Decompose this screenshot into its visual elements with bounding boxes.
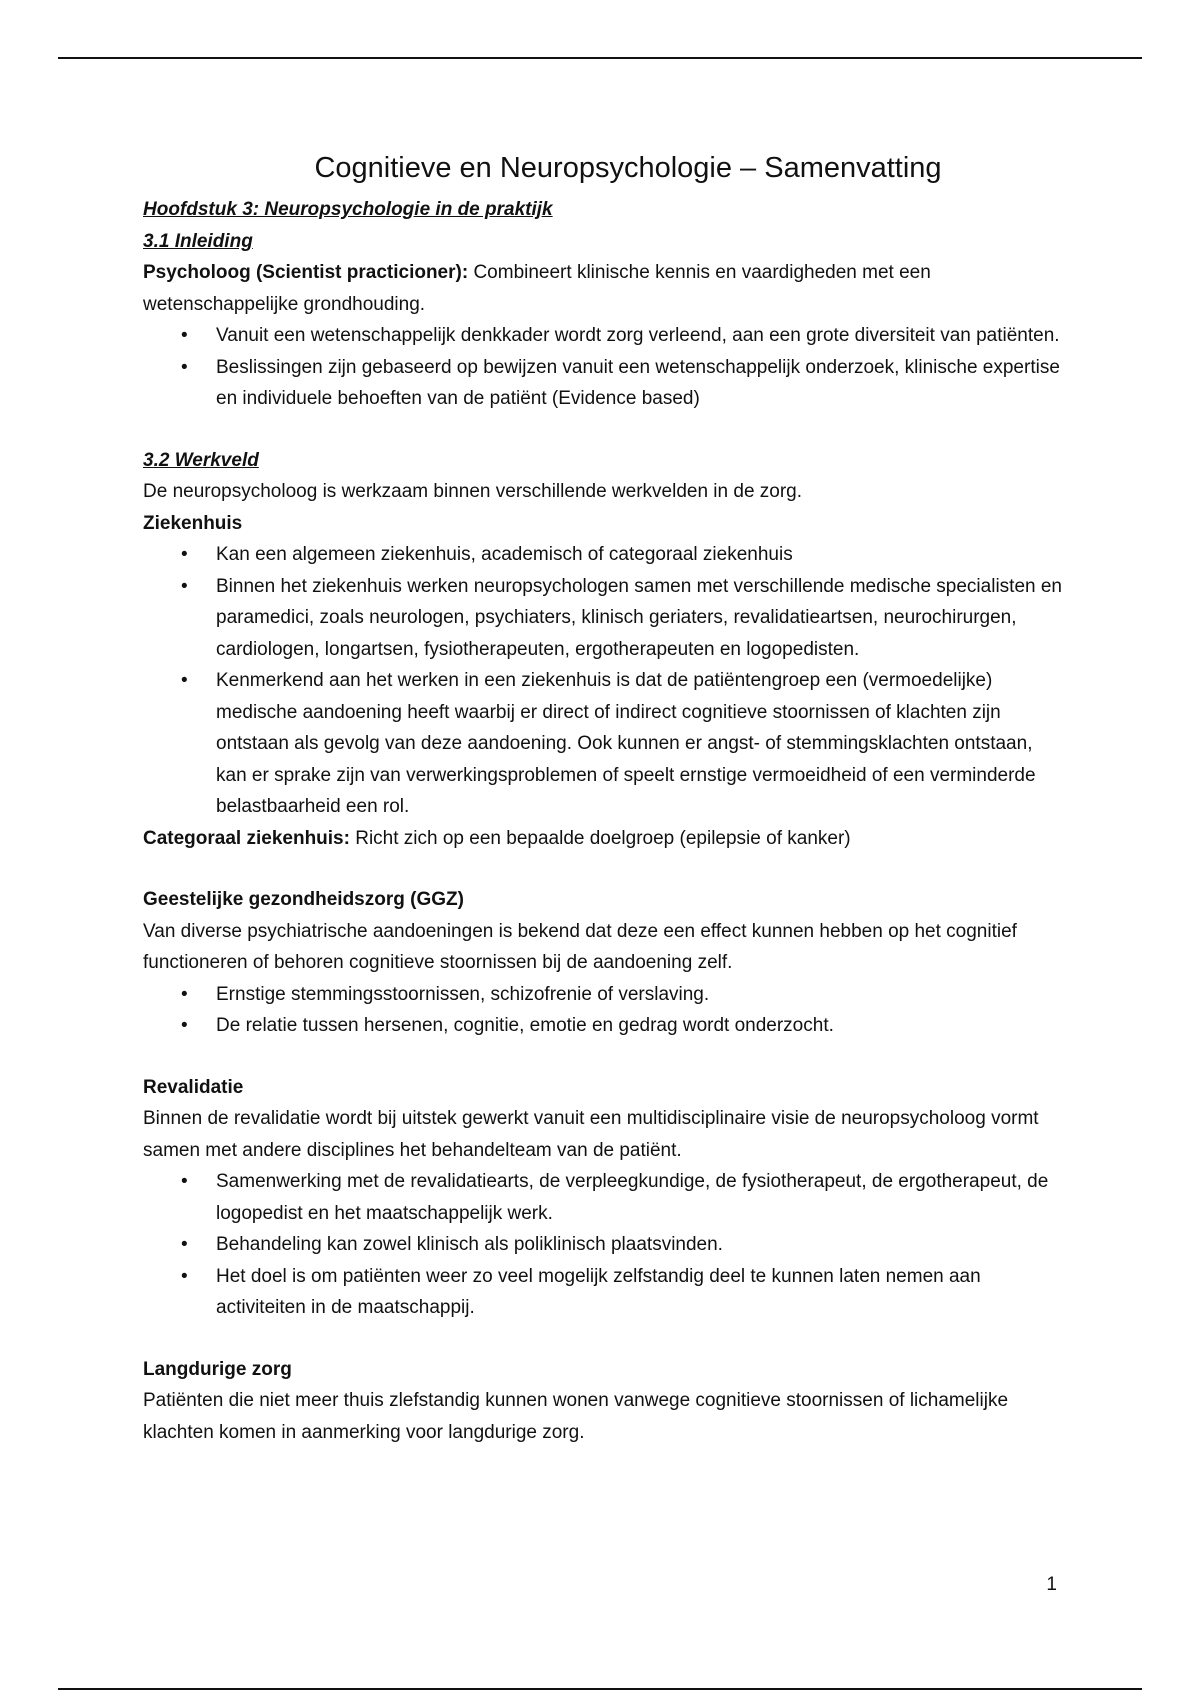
categorical-hospital-definition	[143, 823, 1063, 855]
rehab-text: Binnen de revalidatie wordt bij uitstek gewerkt vanuit een multidisciplinaire visie de neuropsycholoog vormt samen met andere disciplines het behandelteam van de patiënt.	[143, 1108, 1039, 1161]
list-item: • Binnen het ziekenhuis werken neuropsychologen samen met verschillende medische specialisten en paramedici, zoals neurologen, psychiaters, klinisch geriaters, revalidatieartsen, neurochirurgen, cardiologen, longartsen, fysiotherapeuten, ergotherapeuten en logopedisten.	[143, 571, 1063, 666]
list-item: • Beslissingen zijn gebaseerd op bewijzen vanuit een wetenschappelijk onderzoek, klinische expertise en individuele behoeften van de patiënt (Evidence based)	[143, 352, 1063, 415]
page-title: Cognitieve en Neuropsychologie – Samenvatting	[314, 152, 942, 184]
list-item: • Ernstige stemmingsstoornissen, schizofrenie of verslaving.	[143, 979, 1063, 1011]
list-item: • Behandeling kan zowel klinisch als poliklinisch plaatsvinden.	[143, 1229, 1063, 1261]
chapter-heading: Hoofdstuk 3: Neuropsychologie in de praktijk	[143, 199, 553, 220]
ggz-heading: Geestelijke gezondheidszorg (GGZ)	[143, 889, 464, 910]
document-body	[143, 140, 1063, 1448]
rehab-bullets	[143, 1166, 1063, 1324]
ggz-bullets	[143, 979, 1063, 1042]
longterm-text: Patiënten die niet meer thuis zlefstandig kunnen wonen vanwege cognitieve stoornissen of lichamelijke klachten komen in aanmerking voor langdurige zorg.	[143, 1390, 1009, 1443]
section-3-1-heading: 3.1 Inleiding	[143, 230, 253, 252]
psychologist-text: Combineert klinische kennis en vaardigheden met een wetenschappelijke grondhouding.	[143, 262, 931, 315]
list-item: • Het doel is om patiënten weer zo veel mogelijk zelfstandig deel te kunnen laten nemen aan activiteiten in de maatschappij.	[143, 1261, 1063, 1324]
psychologist-definition	[143, 257, 1063, 320]
categorical-text: Richt zich op een bepaalde doelgroep (epilepsie of kanker)	[349, 827, 851, 849]
psychologist-term: Psycholoog (Scientist practicioner):	[143, 262, 469, 283]
section-3-2-intro: De neuropsycholoog is werkzaam binnen verschillende werkvelden in de zorg.	[143, 481, 803, 502]
header-rule	[58, 57, 1142, 59]
ggz-text: Van diverse psychiatrische aandoeningen is bekend dat deze een effect kunnen hebben op het cognitief functioneren of behoren cognitieve stoornissen bij de aandoening zelf.	[143, 920, 1017, 973]
hospital-heading: Ziekenhuis	[143, 512, 243, 534]
rehab-heading: Revalidatie	[143, 1076, 244, 1098]
list-item: • Kan een algemeen ziekenhuis, academisch of categoraal ziekenhuis	[143, 539, 1063, 571]
longterm-heading: Langdurige zorg	[143, 1358, 292, 1380]
list-item: • Vanuit een wetenschappelijk denkkader wordt zorg verleend, aan een grote diversiteit van patiënten.	[143, 320, 1063, 352]
list-item: • Kenmerkend aan het werken in een ziekenhuis is dat de patiëntengroep een (vermoedelijke) medische aandoening heeft waarbij er direct of indirect cognitieve stoornissen of klachten zijn ontstaan als gevolg van deze aandoening. Ook kunnen er angst- of stemmingsklachten ontstaan, kan er sprake zijn van verwerkingsproblemen of speelt ernstige vermoeidheid of een verminderde belastbaarheid een rol.	[143, 665, 1063, 823]
footer-rule	[58, 1688, 1142, 1690]
hospital-bullets	[143, 539, 1063, 823]
page-number: 1	[1046, 1574, 1057, 1595]
list-item: • Samenwerking met de revalidatiearts, de verpleegkundige, de fysiotherapeut, de ergotherapeut, de logopedist en het maatschappelijk werk.	[143, 1166, 1063, 1229]
section-3-2-heading: 3.2 Werkveld	[143, 449, 259, 471]
list-item: • De relatie tussen hersenen, cognitie, emotie en gedrag wordt onderzocht.	[143, 1010, 1063, 1042]
section-3-1-bullets	[143, 320, 1063, 415]
categorical-term: Categoraal ziekenhuis:	[143, 827, 350, 849]
